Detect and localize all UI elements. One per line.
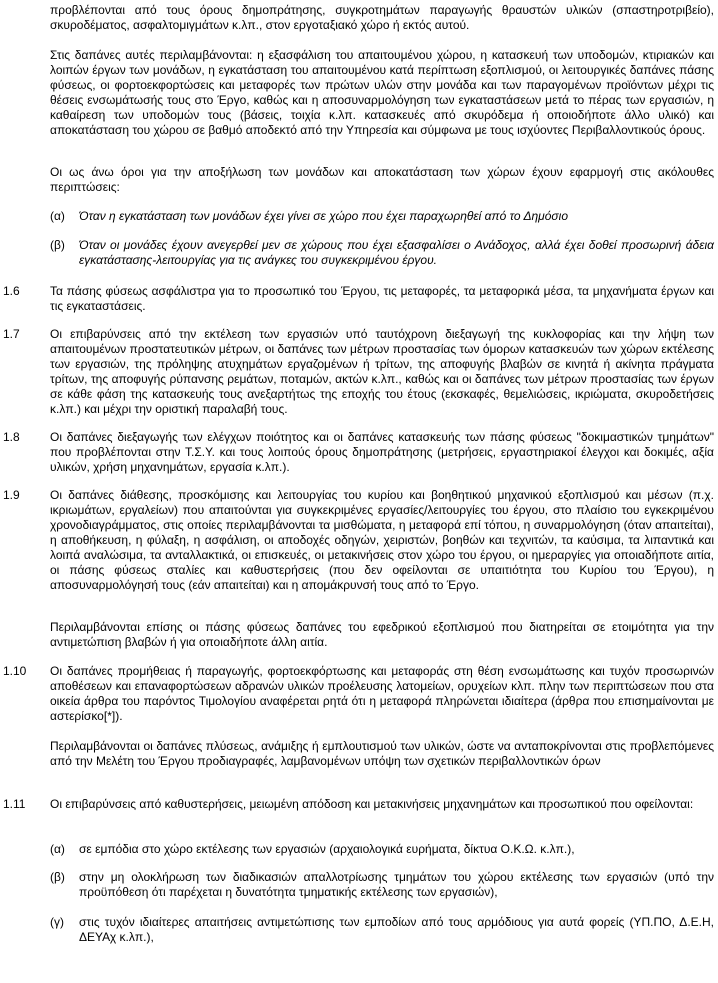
section-number: 1.6 xyxy=(3,284,20,298)
list-item-label: (γ) xyxy=(50,915,64,929)
section-text: Οι δαπάνες διεξαγωγής των ελέγχων ποιότητος και οι δαπάνες κατασκευής των πάσης φύσεως "δοκιμαστικών τμημάτων" που προβλέπονται στην Τ.Σ.Υ. και τους λοιπούς όρους δημοπράτησης (μετρήσεις, εργαστηριακοί έλεγχοι και δοκιμές, αξία υλικών, χρήση μηχανημάτων, εργασία κ.λπ.). xyxy=(50,430,714,474)
continuation-paragraph: προβλέπονται από τους όρους δημοπράτησης, συγκροτημάτων παραγωγής θραυστών υλικών (σπαστηροτριβείο), σκυροδέματος, ασφαλτομιγμάτων κ.λπ., στον εργοταξιακό χώρο ή εκτός αυτού. xyxy=(50,3,714,32)
list-item-label: (β) xyxy=(50,238,65,252)
section-extra-paragraph: Περιλαμβάνονται οι δαπάνες πλύσεως, ανάμιξης ή εμπλουτισμού των υλικών, ώστε να ανταποκρίνονται στις προβλεπόμενες από την Μελέτη του Έργου προδιαγραφές, λαμβανομένων υπόψη των σχετικών περιβαλλοντικών όρων xyxy=(50,739,714,768)
section-number: 1.8 xyxy=(3,430,20,444)
list-item-label: (α) xyxy=(50,209,65,223)
list-item-text: στην μη ολοκλήρωση των διαδικασιών απαλλοτρίωσης τμημάτων του χώρου εκτέλεσης των εργασιών (υπό την προϋπόθεση ότι παρέχεται η δυνατότητα τμηματικής εκτέλεσης των εργασιών), xyxy=(79,870,714,899)
section-number: 1.9 xyxy=(3,488,20,502)
list-item-text: στις τυχόν ιδιαίτερες απαιτήσεις αντιμετώπισης των εμποδίων από τους αρμόδιους για αυτά φορείς (ΥΠ.ΠΟ, Δ.Ε.Η, ΔΕΥΑχ κ.λπ.), xyxy=(79,915,714,944)
section-text: Οι επιβαρύνσεις από την εκτέλεση των εργασιών υπό ταυτόχρονη διεξαγωγή της κυκλοφορίας και την λήψη των απαιτουμένων προστατευτικών μέτρων, οι δαπάνες των μέτρων προστασίας των όμορων κατασκευών των χώρων εκτέλεσης των εργασιών, της πρόληψης ατυχημάτων εργαζομένων ή τρίτων, της αποφυγής βλαβών σε κινητά ή ακίνητα πράγματα τρίτων, της αποφυγής ρύπανσης ρεμάτων, ποταμών, ακτών κ.λπ., καθώς και οι δαπάνες των μέτρων προστασίας των έργων σε κάθε φάση της κατασκευής τους ανεξαρτήτως της εποχής του έτους (εκσκαφές, θεμελιώσεις, ικριώματα, σκυροδετήσεις κ.λπ.) και μέχρι την οριστική παραλαβή τους. xyxy=(50,327,714,416)
conditions-paragraph: Οι ως άνω όροι για την αποξήλωση των μονάδων και αποκατάσταση των χώρων έχουν εφαρμογή στις ακόλουθες περιπτώσεις: xyxy=(50,165,714,194)
list-item-text: σε εμπόδια στο χώρο εκτέλεσης των εργασιών (αρχαιολογικά ευρήματα, δίκτυα Ο.Κ.Ω. κ.λπ.), xyxy=(79,842,575,856)
list-item-label: (β) xyxy=(50,870,65,884)
section-number: 1.11 xyxy=(3,797,26,811)
section-number: 1.7 xyxy=(3,327,20,341)
section-number: 1.10 xyxy=(3,664,27,678)
list-item-text: Όταν οι μονάδες έχουν ανεγερθεί μεν σε χώρους που έχει εξασφαλίσει ο Ανάδοχος, αλλά έχει δοθεί προσωρινή άδεια εγκατάστασης-λειτουργίας για τις ανάγκες του συγκεκριμένου έργου. xyxy=(79,238,714,267)
list-item-text: Όταν η εγκατάσταση των μονάδων έχει γίνει σε χώρο που έχει παραχωρηθεί από το Δημόσιο xyxy=(79,209,568,223)
section-extra-paragraph: Περιλαμβάνονται επίσης οι πάσης φύσεως δαπάνες του εφεδρικού εξοπλισμού που διατηρείται σε ετοιμότητα για την αντιμετώπιση βλαβών ή για οποιαδήποτε άλλη αιτία. xyxy=(50,620,714,649)
section-text: Οι επιβαρύνσεις από καθυστερήσεις, μειωμένη απόδοση και μετακινήσεις μηχανημάτων και προσωπικού που οφείλονται: xyxy=(50,797,694,811)
intro-paragraph: Στις δαπάνες αυτές περιλαμβάνονται: η εξασφάλιση του απαιτουμένου χώρου, η κατασκευή των υποδομών, κτιριακών και λοιπών έργων των μονάδων, η εγκατάσταση του απαιτουμένου κατά περίπτωση εξοπλισμού, οι λειτουργικές δαπάνες πάσης φύσεως, οι φορτοεκφορτώσεις και μεταφορές των πρώτων υλών στην μονάδα και των παραγομένων προϊόντων μέχρι τις θέσεις ενσωμάτωσής τους στο Έργο, καθώς και η αποσυναρμολόγηση των εγκαταστάσεων μετά το πέρας των εργασιών, η καθαίρεση των υποδομών τους (βάσεις, τοιχία κ.λπ. κατασκευές από σκυρόδεμα ή οποιοδήποτε άλλο υλικό) και αποκατάσταση του χώρου σε βαθμό αποδεκτό από την Υπηρεσία και σύμφωνα με τους ισχύοντες Περιβαλλοντικούς όρους. xyxy=(50,48,714,137)
list-item-label: (α) xyxy=(50,842,65,856)
section-text: Τα πάσης φύσεως ασφάλιστρα για το προσωπικό του Έργου, τις μεταφορές, τα μεταφορικά μέσα, τα μηχανήματα έργων και τις εγκαταστάσεις. xyxy=(50,284,714,313)
section-text: Οι δαπάνες διάθεσης, προσκόμισης και λειτουργίας του κυρίου και βοηθητικού μηχανικού εξοπλισμού και μέσων (π.χ. ικριωμάτων, εργαλείων) που απαιτούνται για συγκεκριμένες εργασίες/λειτουργίες του έργου, στο πλαίσιο του εγκεκριμένου χρονοδιαγράμματος, στις οποίες περιλαμβάνονται τα μισθώματα, η μεταφορά επί τόπου, η συναρμολόγηση (όταν απαιτείται), η αποθήκευση, η φύλαξη, η ασφάλιση, οι αποδοχές οδηγών, χειριστών, βοηθών και τεχνιτών, τα καύσιμα, τα λιπαντικά και λοιπά αναλώσιμα, τα ανταλλακτικά, οι επισκευές, οι μετακινήσεις στον χώρο του έργου, οι ημεραργίες για οποιαδήποτε αιτία, οι πάσης φύσεως σταλίες και καθυστερήσεις (που δεν οφείλονται σε υπαιτιότητα του Κυρίου του Έργου), η αποσυναρμολόγησή τους (εάν απαιτείται) και η απομάκρυνσή τους από το Έργο. xyxy=(50,488,714,592)
section-text: Οι δαπάνες προμήθειας ή παραγωγής, φορτοεκφόρτωσης και μεταφοράς στη θέση ενσωμάτωσης και τυχόν προσωρινών αποθέσεων και επαναφορτώσεων αδρανών υλικών προέλευσης λατομείων, ορυχείων κλπ. πλην των περιπτώσεων που στα οικεία άρθρα του παρόντος Τιμολογίου αναφέρεται ρητά ότι η μεταφορά πληρώνεται ιδιαίτερα (άρθρα που επισημαίνονται με αστερίσκο[*]). xyxy=(50,664,714,723)
